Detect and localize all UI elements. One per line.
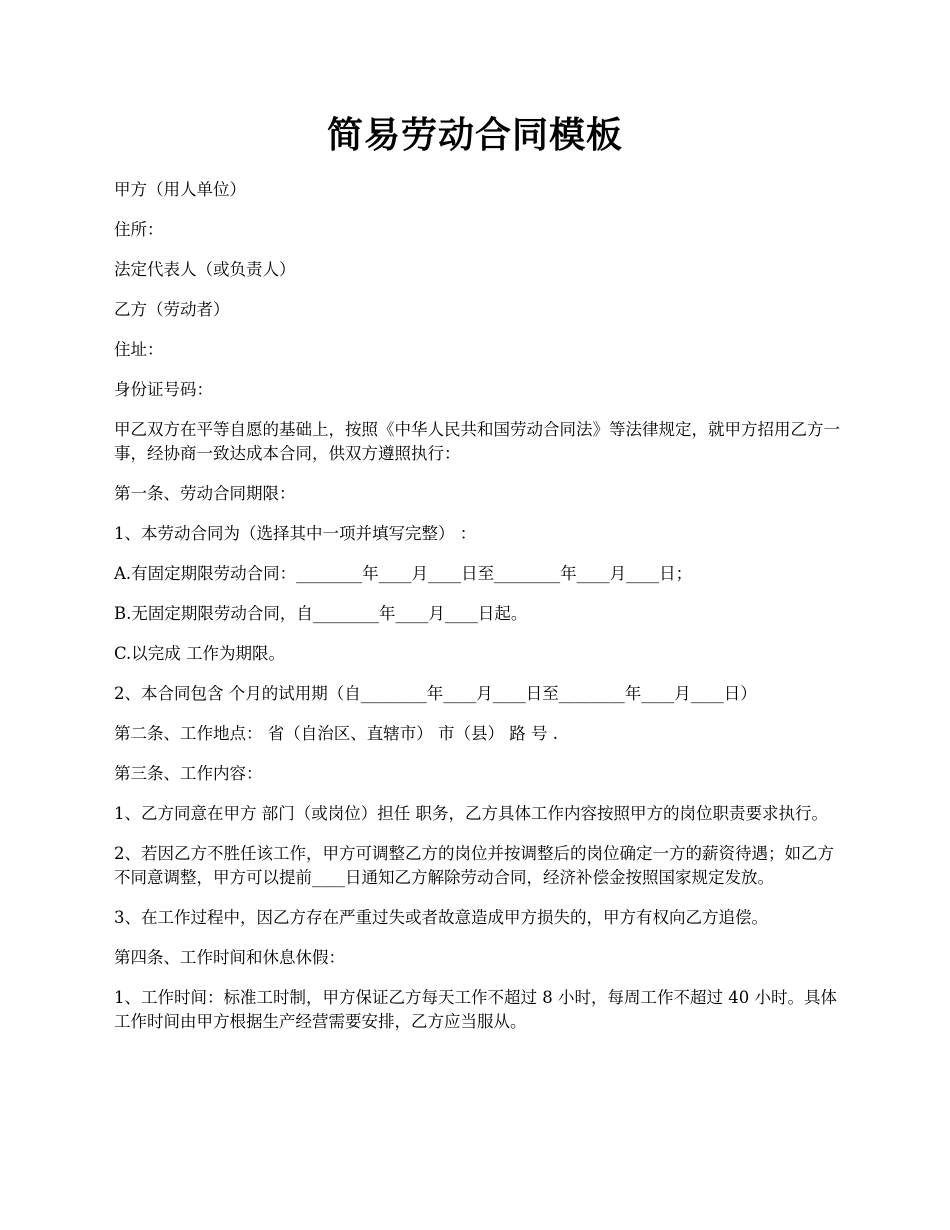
article-2-heading: 第二条、工作地点： 省（自治区、直辖市） 市（县） 路 号 . xyxy=(114,724,558,743)
party-b-label: 乙方（劳动者） xyxy=(114,300,230,319)
preamble-paragraph: 甲乙双方在平等自愿的基础上，按照《中华人民共和国劳动合同法》等法律规定，就甲方招用乙方一事，经协商一致达成本合同，供双方遵照执行： xyxy=(114,420,840,463)
article-4-heading: 第四条、工作时间和休息休假： xyxy=(114,948,345,967)
article-1-heading: 第一条、劳动合同期限： xyxy=(114,484,296,503)
document-title: 简易劳动合同模板 xyxy=(326,114,623,156)
article-3-clause-3: 3、在工作过程中，因乙方存在严重过失或者故意造成甲方损失的，甲方有权向乙方追偿。 xyxy=(114,908,768,927)
party-a-address-label: 住所： xyxy=(114,220,164,239)
party-b-address-label: 住址： xyxy=(114,340,164,359)
id-number-label: 身份证号码： xyxy=(114,380,213,399)
article-3-heading: 第三条、工作内容： xyxy=(114,764,263,783)
article-3-clause-2: 2、若因乙方不胜任该工作，甲方可调整乙方的岗位并按调整后的岗位确定一方的薪资待遇；如乙方不同意调整，甲方可以提前____日通知乙方解除劳动合同，经济补偿金按照国家规定发放。 xyxy=(114,844,834,887)
article-3-clause-1: 1、乙方同意在甲方 部门（或岗位）担任 职务，乙方具体工作内容按照甲方的岗位职责要求执行。 xyxy=(114,804,828,823)
article-1-clause-1: 1、本劳动合同为（选择其中一项并填写完整） ： xyxy=(114,524,477,543)
article-1-option-c: C.以完成 工作为期限。 xyxy=(114,644,286,663)
article-4-clause-1: 1、工作时间：标准工时制，甲方保证乙方每天工作不超过 8 小时，每周工作不超过 40 小时。具体工作时间由甲方根据生产经营需要安排，乙方应当服从。 xyxy=(114,988,837,1031)
article-1-clause-2: 2、本合同包含 个月的试用期（自________年____月____日至________年____月____日） xyxy=(114,684,757,703)
article-1-option-a: A.有固定期限劳动合同：________年____月____日至________年____月____日； xyxy=(114,564,693,583)
party-a-label: 甲方（用人单位） xyxy=(114,180,246,199)
document-body xyxy=(114,178,844,1050)
legal-representative-label: 法定代表人（或负责人） xyxy=(114,260,296,279)
article-1-option-b: B.无固定期限劳动合同，自________年____月____日起。 xyxy=(114,604,528,623)
